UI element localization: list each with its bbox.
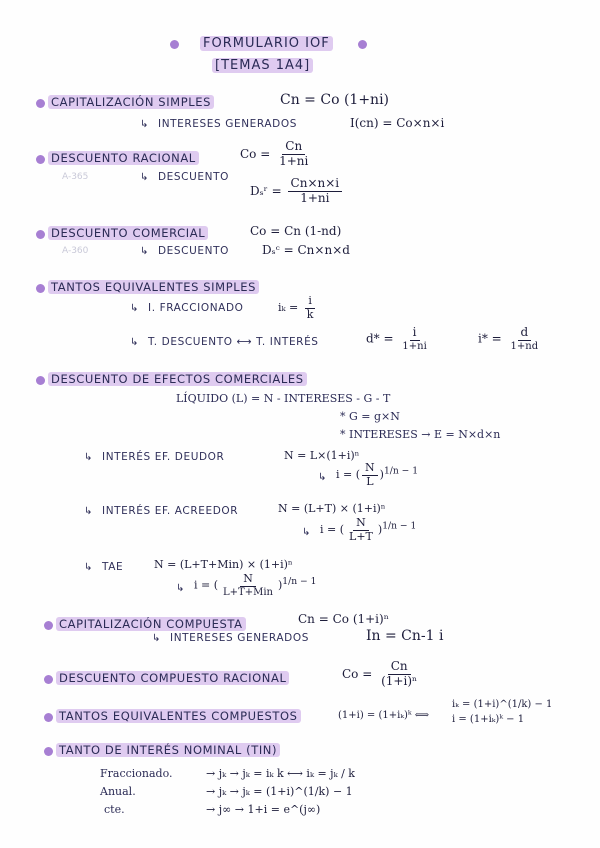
cap-simple-sub-label: INTERESES GENERADOS (158, 118, 297, 130)
section-desc-compuesto-label: DESCUENTO COMPUESTO RACIONAL (56, 671, 289, 685)
tantos-compuestos-formula-r1: iₖ = (1+i)^(1/k) − 1 (452, 699, 553, 710)
tae-formula-2: i = ( $\frac{N}{\text{L+T+Min}}$ )$^{1/n - 1}$ (194, 572, 317, 598)
acreedor-formula-1: N = (L+T) × (1+i)ⁿ (278, 502, 386, 515)
tin-row-expr: → jₖ → jₖ = iₖ k ⟷ iₖ = jₖ / k (206, 767, 355, 780)
section-cap-simple-label: CAPITALIZACIÓN SIMPLES (48, 95, 214, 109)
tantos-compuestos-formula-r2: i = (1+iₖ)ᵏ − 1 (452, 714, 525, 725)
cap-simple-formula: Cn = Co (1+ni) (280, 92, 390, 108)
section-desc-racional-label: DESCUENTO RACIONAL (48, 151, 199, 165)
title-bullet-left (170, 40, 179, 49)
tantos-compuestos-formula: (1+i) = (1+iₖ)ᵏ ⟺ (338, 710, 430, 721)
page-subtitle: [TEMAS 1A4] (212, 58, 313, 73)
desc-efectos-line3: * INTERESES → E = N×d×n (340, 428, 501, 441)
arrow-icon: ↳ (84, 452, 93, 463)
desc-comercial-formula: Co = Cn (1-nd) (250, 224, 342, 238)
section-bullet (36, 376, 45, 385)
cap-compuesta-sub-formula: In = Cn-1 i (366, 628, 444, 644)
deudor-label: INTERÉS EF. DEUDOR (102, 451, 225, 463)
tae-formula-1: N = (L+T+Min) × (1+i)ⁿ (154, 558, 293, 571)
section-tantos-compuestos-label: TANTOS EQUIVALENTES COMPUESTOS (56, 709, 301, 723)
desc-efectos-line2: * G = g×N (340, 410, 400, 423)
section-desc-comercial-label: DESCUENTO COMERCIAL (48, 226, 208, 240)
arrow-icon: ↳ (130, 337, 139, 348)
desc-efectos-line1: LÍQUIDO (L) = N - INTERESES - G - T (176, 392, 391, 405)
tin-row-expr: → j∞ → 1+i = e^(j∞) (206, 803, 321, 816)
section-bullet (36, 155, 45, 164)
arrow-icon: ↳ (140, 119, 149, 130)
tin-row-label: Anual. (100, 785, 136, 798)
acreedor-formula-2: i = ( $\frac{N}{L+T}$ )$^{1/n - 1}$ (320, 516, 417, 543)
arrow-icon: ↳ (318, 472, 327, 483)
tantos-simples-sub2-formula-1: d* = $\frac{i}{1+ni}$ (366, 325, 427, 352)
section-bullet (36, 230, 45, 239)
deudor-formula-1: N = L×(1+i)ⁿ (284, 449, 360, 462)
cap-simple-sub-formula: I(cn) = Co×n×i (350, 116, 445, 130)
section-bullet (44, 675, 53, 684)
desc-racional-sub-formula: Dₛʳ = $\frac{Cn\times n\times i}{1+ni}$ (250, 177, 344, 206)
section-bullet (44, 621, 53, 630)
arrow-icon: ↳ (130, 303, 139, 314)
cap-compuesta-sub-label: INTERESES GENERADOS (170, 632, 309, 644)
tae-label: TAE (102, 561, 124, 573)
arrow-icon: ↳ (176, 583, 185, 594)
arrow-icon: ↳ (152, 633, 161, 644)
desc-comercial-sub-label: DESCUENTO (158, 245, 229, 257)
tin-row-label: cte. (104, 803, 125, 816)
acreedor-label: INTERÉS EF. ACREEDOR (102, 505, 239, 517)
arrow-icon: ↳ (84, 562, 93, 573)
section-bullet (36, 284, 45, 293)
tantos-simples-sub1-formula: iₖ = $\frac{i}{k}$ (278, 294, 314, 321)
cap-compuesta-formula: Cn = Co (1+i)ⁿ (298, 612, 389, 626)
desc-racional-note: A-365 (62, 172, 89, 182)
desc-racional-sub-label: DESCUENTO (158, 171, 229, 183)
section-bullet (44, 713, 53, 722)
deudor-formula-2: i = ( $\frac{N}{L}$ )$^{1/n - 1}$ (336, 461, 419, 488)
section-desc-efectos-label: DESCUENTO DE EFECTOS COMERCIALES (48, 372, 307, 386)
title-bullet-right (358, 40, 367, 49)
tantos-simples-sub2-label: T. DESCUENTO ⟷ T. INTERÉS (148, 336, 319, 348)
arrow-icon: ↳ (84, 506, 93, 517)
tantos-simples-sub1-label: I. FRACCIONADO (148, 302, 244, 314)
section-cap-compuesta-label: CAPITALIZACIÓN COMPUESTA (56, 617, 246, 631)
section-bullet (36, 99, 45, 108)
desc-racional-formula: Co = $\frac{Cn}{1+ni}$ (240, 139, 309, 168)
tantos-simples-sub2-formula-2: i* = $\frac{d}{1+nd}$ (478, 325, 539, 352)
section-tantos-simples-label: TANTOS EQUIVALENTES SIMPLES (48, 280, 259, 294)
page-title: FORMULARIO IOF (200, 36, 333, 51)
section-tin-label: TANTO DE INTERÉS NOMINAL (TIN) (56, 743, 280, 757)
desc-compuesto-formula: Co = $\frac{Cn}{\text{(1+i)ⁿ}}$ (342, 659, 418, 688)
desc-comercial-sub-formula: Dₛᶜ = Cn×n×d (262, 243, 350, 257)
arrow-icon: ↳ (140, 172, 149, 183)
arrow-icon: ↳ (140, 246, 149, 257)
tin-row-label: Fraccionado. (100, 767, 173, 780)
section-bullet (44, 747, 53, 756)
desc-comercial-note: A-360 (62, 246, 89, 256)
tin-row-expr: → jₖ → jₖ = (1+i)^(1/k) − 1 (206, 785, 353, 798)
arrow-icon: ↳ (302, 527, 311, 538)
